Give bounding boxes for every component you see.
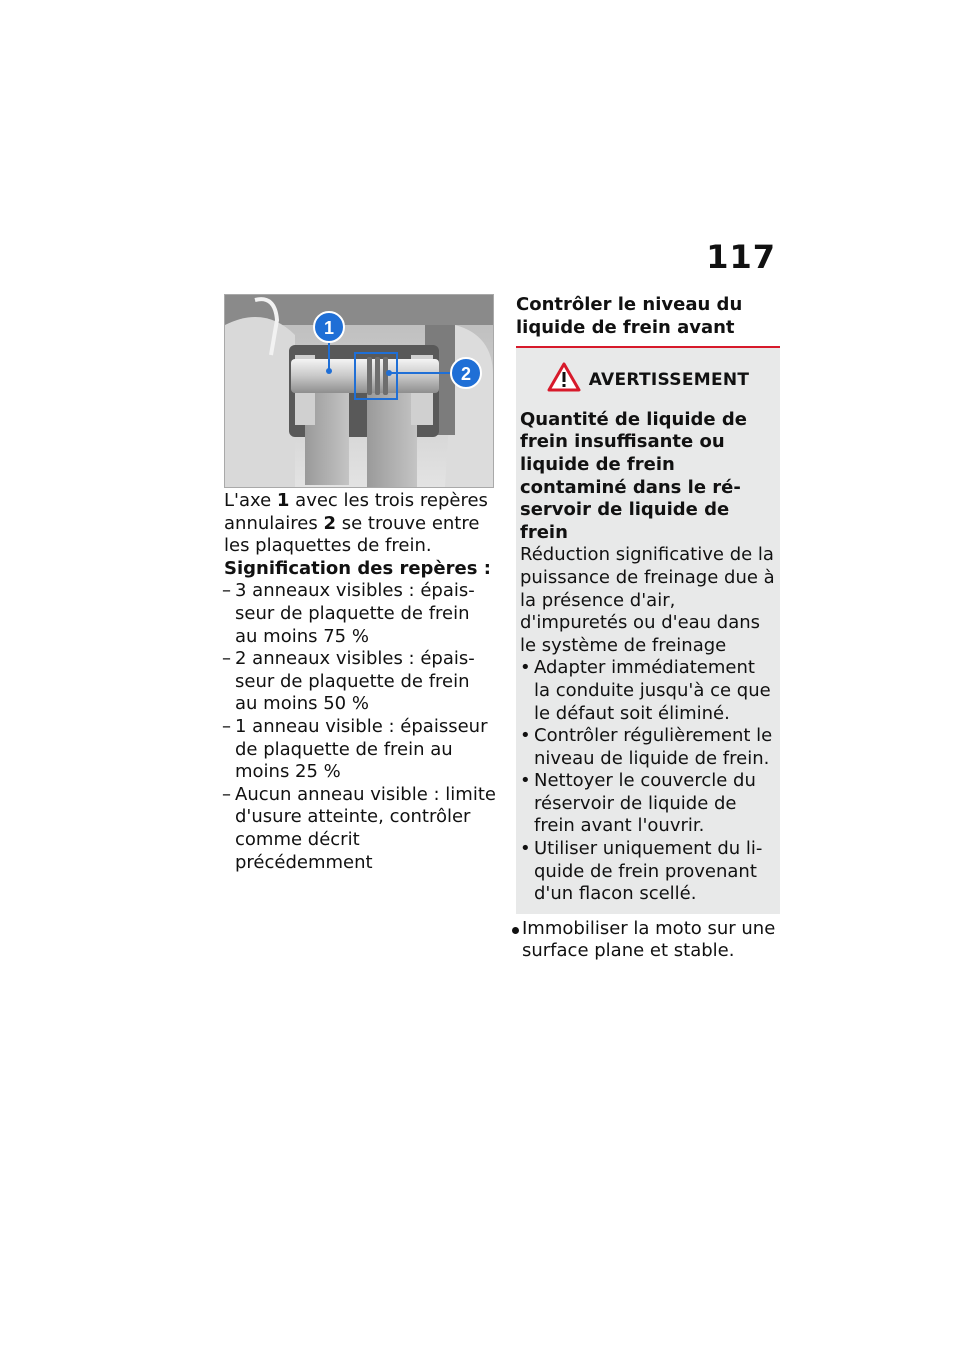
intro-text-3: se trouve entre les plaquettes de frein. — [224, 512, 480, 557]
warning-triangle-icon — [547, 362, 581, 399]
list-item: • Nettoyer le couvercle du réservoir de liquide de frein avant l'ouvrir. — [520, 770, 776, 838]
list-item: Immobiliser la moto sur une surface plane et stable. — [516, 918, 780, 963]
warning-header — [520, 362, 776, 399]
warning-title: AVERTISSEMENT — [588, 370, 750, 391]
section-title: Contrôler le niveau du liquide de frein avant — [516, 294, 780, 348]
list-item: – Aucun anneau visible : limite d'usure atteinte, contrôler comme décrit précédemment — [224, 784, 496, 874]
brake-pad-illustration — [225, 295, 493, 487]
warning-body: Réduction significative de la puissance de freinage due à la présence d'air, d'impuretés ou d'eau dans le système de freinage — [520, 544, 775, 656]
right-column — [516, 294, 780, 963]
warning-heading: Quantité de liquide de frein insuffisante ou liquide de frein contaminé dans le réservoir de liquide de frein — [520, 408, 747, 543]
warning-list — [520, 657, 776, 906]
intro-ref-1: 1 — [276, 490, 290, 511]
list-item: • Utiliser uniquement du liquide de frein provenant d'un flacon scellé. — [520, 838, 776, 906]
left-column — [224, 490, 496, 874]
list-item: – 2 anneaux visibles : épaisseur de plaquette de frein au moins 50 % — [224, 648, 496, 716]
action-list — [516, 918, 780, 963]
list-item: – 1 anneau visible : épaisseur de plaquette de frein au moins 25 % — [224, 716, 496, 784]
meaning-list — [224, 580, 496, 874]
list-item: • Adapter immédiatement la conduite jusqu'à ce que le défaut soit éliminé. — [520, 657, 776, 725]
brake-caliper-figure — [224, 294, 494, 488]
page-number: 117 — [706, 238, 776, 276]
intro-text-1: L'axe — [224, 490, 277, 511]
meaning-heading: Signification des repères : — [224, 557, 491, 579]
list-item: • Contrôler régulièrement le niveau de liquide de frein. — [520, 725, 776, 770]
intro-ref-2: 2 — [323, 512, 336, 534]
list-item: – 3 anneaux visibles : épaisseur de plaquette de frein au moins 75 % — [224, 580, 496, 648]
intro-paragraph — [224, 490, 496, 558]
callout-1: 1 — [323, 318, 335, 338]
callout-2: 2 — [460, 364, 472, 384]
intro-text-2: avec les trois repères annulaires — [224, 490, 488, 534]
warning-box — [516, 348, 780, 914]
